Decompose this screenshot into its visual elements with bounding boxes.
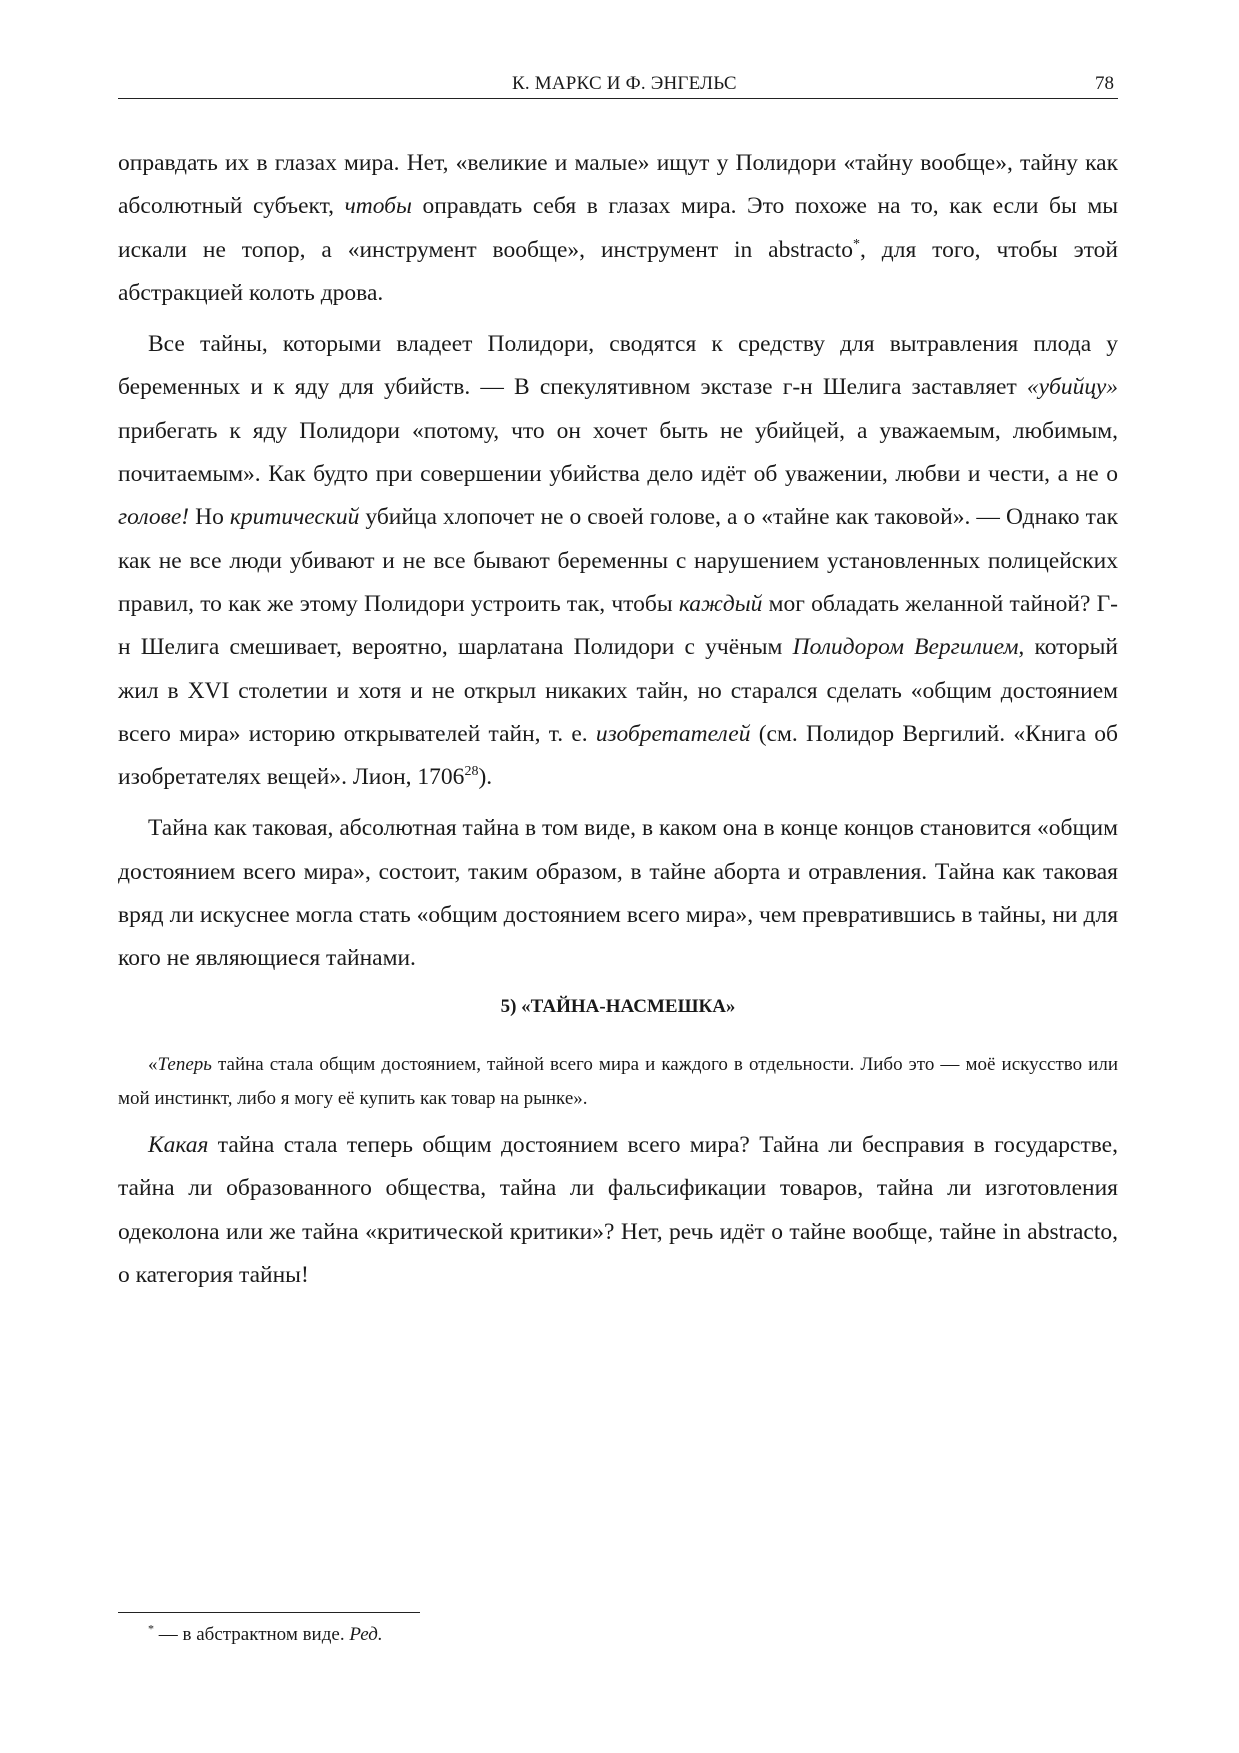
quote-text: тайна стала общим достоянием, тайной всего мира и каждого в отдельности. Либо это — моё искусство или мой инстинкт, либо я могу её купить как товар на рынке».	[118, 1054, 1118, 1109]
footnote-text: — в абстрактном виде.	[154, 1624, 350, 1645]
footnote-mark: *	[148, 1621, 154, 1636]
p4-italic-kakaya: Какая	[148, 1132, 209, 1158]
p2-italic-polidor: Полидором Вергилием,	[792, 634, 1025, 661]
running-title: К. МАРКС И Ф. ЭНГЕЛЬС	[512, 73, 737, 94]
page-number: 78	[1095, 73, 1114, 94]
p2-text-e: Но	[189, 504, 230, 531]
p2-text-a: Все тайны, которыми владеет Полидори, сводятся к средству для вытравления плода у беременных и к яду для убийств. — В спекулятивном экстазе г-н Шелига заставляет	[118, 331, 1118, 401]
paragraph-4	[118, 1124, 1118, 1297]
p2-text-m: (см. Полидор Вергилий. «Книга об изобретателях вещей». Лион, 1706	[118, 720, 1118, 791]
epigraph-quote	[118, 1048, 1118, 1116]
quote-open: «	[148, 1054, 158, 1075]
footnote-divider	[118, 1612, 420, 1613]
p2-italic-golove: голове!	[118, 504, 190, 531]
section-heading: 5) «ТАЙНА-НАСМЕШКА»	[500, 996, 736, 1017]
paragraph-3: Тайна как таковая, абсолютная тайна в том виде, в каком она в конце концов становится «общим достоянием всего мира», состоит, таким образом, в тайне аборта и отравления. Тайна как таковая вряд ли искуснее могла стать «общим достоянием всего мира», чем превратившись в тайны, ни для кого не являющиеся тайнами.	[118, 815, 1118, 972]
p2-italic-kriticheskiy: критический	[229, 504, 360, 531]
paragraph-2	[118, 323, 1118, 799]
p4-text: тайна стала теперь общим достоянием всего мира? Тайна ли бесправия в государстве, тайна ли образованного общества, тайна ли фальсификации товаров, тайна ли изготовления одеколона или же тайна «критической критики»? Нет, речь идёт о тайне вообще, тайне in abstracto, о категория тайны!	[118, 1132, 1118, 1288]
p2-text-i: мог обладать желанной тайной? Г-н Шелига смешивает, вероятно, шарлатана Полидори с учёным	[118, 590, 1119, 661]
p2-italic-kazhdyy: каждый	[678, 590, 763, 617]
paragraph-1	[118, 142, 1118, 315]
main-text	[118, 142, 1118, 981]
p2-text-c: прибегать к яду Полидори «потому, что он хочет быть не убийцей, а уважаемым, любимым, почитаемым». Как будто при совершении убийства дело идёт об уважении, любви и чести, а не о	[118, 417, 1118, 488]
endnote-reference-28[interactable]: 28	[464, 764, 479, 780]
p2-text-k: который жил в XVI столетии и хотя и не открыл никаких тайн, но старался сделать «общим достоянием всего мира» историю открывателей тайн, т. е.	[118, 634, 1118, 747]
p2-text-g: убийца хлопочет не о своей голове, а о «тайне как таковой». — Однако так как не все люди убивают и не все бывают беременны с нарушением установленных полицейских правил, то как же этому Полидори устроить так, чтобы	[118, 504, 1118, 617]
p1-text-c: оправдать себя в глазах мира. Это похоже на то, как если бы мы искали не топор, а «инструмент вообще», инструмент in abstracto	[118, 193, 1118, 263]
p2-text-o: ).	[478, 764, 493, 791]
footnote-reference[interactable]: *	[853, 236, 860, 252]
quote-italic-teper: Теперь	[157, 1054, 212, 1075]
p1-text-d: , для того, чтобы этой абстракцией колоть дрова.	[118, 236, 1118, 306]
running-header	[118, 74, 1118, 99]
p2-italic-ubiytsu: «убийцу»	[1026, 374, 1118, 401]
footnote	[148, 1622, 383, 1648]
p1-italic-chtoby: чтобы	[344, 193, 412, 220]
p2-italic-izobretateley: изобретателей	[595, 720, 751, 747]
p1-text-a: оправдать их в глазах мира. Нет, «великие и малые» ищут у Полидори «тайну вообще», тайну как абсолютный субъект,	[118, 150, 1118, 220]
footnote-editor-note: Ред.	[349, 1624, 383, 1645]
